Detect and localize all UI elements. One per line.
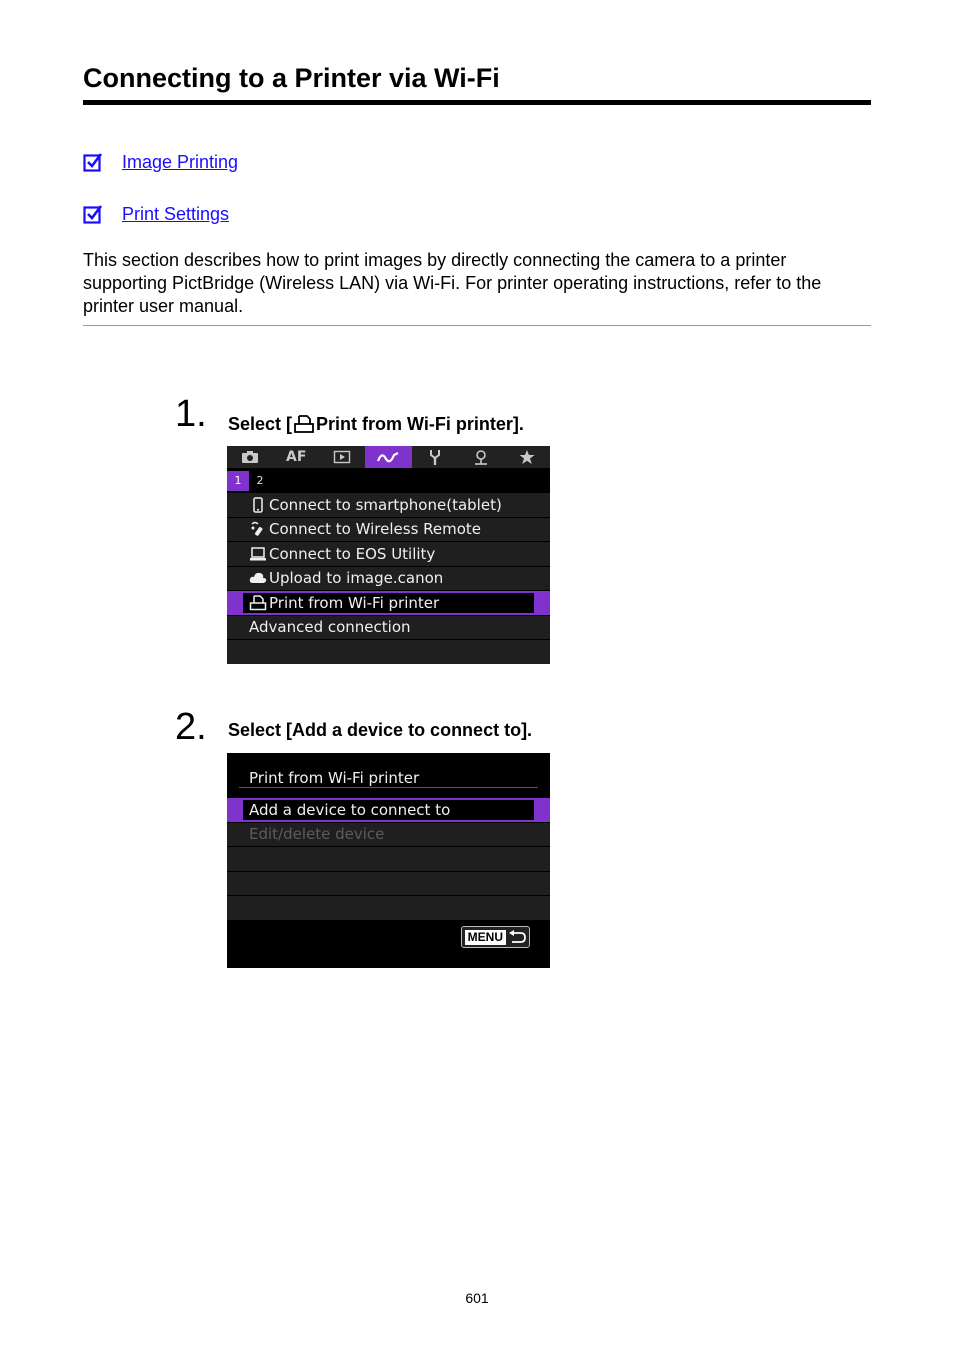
- custom-icon: [472, 449, 490, 465]
- print-settings-link[interactable]: Print Settings: [122, 203, 230, 224]
- subtab-2[interactable]: 2: [256, 474, 264, 487]
- menu-back-button[interactable]: [461, 926, 530, 948]
- camera-screen-wireless-menu: [227, 446, 550, 662]
- wrench-icon: [426, 449, 444, 465]
- menu-item-upload-image-canon[interactable]: [227, 567, 550, 592]
- printer-icon: [249, 595, 267, 611]
- remote-icon: [249, 521, 267, 537]
- tab-playback[interactable]: [319, 446, 365, 468]
- menu-item-add-device[interactable]: [227, 798, 550, 823]
- step-instruction: Select [Add a device to connect to].: [228, 720, 533, 740]
- tab-af-label: AF: [286, 449, 307, 465]
- cloud-icon: [249, 570, 267, 586]
- menu-item-label: Edit/delete device: [249, 825, 385, 844]
- page-title: Connecting to a Printer via Wi-Fi: [83, 60, 871, 105]
- step-text-after: Print from Wi-Fi printer].: [316, 414, 524, 434]
- toc-link-print-settings: [83, 201, 229, 227]
- wireless-icon: [376, 449, 400, 465]
- menu-item-label: Print from Wi-Fi printer: [269, 593, 440, 612]
- screen-footer: [227, 921, 550, 954]
- toc-link-image-printing: [83, 149, 238, 175]
- subtab-1[interactable]: 1: [227, 471, 249, 491]
- computer-icon: [249, 546, 267, 562]
- step-number: 2.: [175, 706, 207, 748]
- menu-item-label: Advanced connection: [249, 618, 411, 637]
- menu-item-connect-eos-utility[interactable]: [227, 542, 550, 567]
- checkbox-arrow-icon: [83, 152, 103, 172]
- camera-icon: [241, 449, 259, 465]
- step-number: 1.: [175, 393, 207, 435]
- selection-highlight: [243, 800, 534, 820]
- menu-item-empty: [227, 896, 550, 921]
- tab-my-menu[interactable]: [504, 446, 550, 468]
- page-number: 601: [465, 1290, 489, 1306]
- intro-paragraph: This section describes how to print images by directly connecting the camera to a printer supporting PictBridge (Wireless LAN) via Wi-Fi. For printer operating instructions, refer to the printer user manual.: [83, 249, 871, 326]
- menu-button-label: MENU: [465, 930, 506, 945]
- tab-shooting[interactable]: [227, 446, 273, 468]
- menu-item-print-wifi-printer[interactable]: [227, 591, 550, 616]
- menu-item-label: Add a device to connect to: [249, 800, 451, 819]
- image-printing-link[interactable]: Image Printing: [122, 151, 239, 172]
- smartphone-icon: [249, 497, 267, 513]
- tab-wireless[interactable]: [365, 446, 411, 468]
- menu-item-edit-delete-device: [227, 823, 550, 848]
- selection-highlight: [243, 593, 534, 613]
- screen-header: Print from Wi-Fi printer: [249, 769, 420, 787]
- menu-item-empty: [227, 640, 550, 664]
- menu-item-label: Upload to image.canon: [269, 569, 444, 588]
- menu-item-label: Connect to smartphone(tablet): [269, 495, 502, 514]
- menu-item-empty: [227, 872, 550, 897]
- checkbox-arrow-icon: [83, 204, 103, 224]
- tab-af[interactable]: [273, 446, 319, 468]
- camera-screen-print-wifi: [227, 753, 550, 968]
- menu-tab-bar: [227, 446, 550, 468]
- menu-item-label: Connect to EOS Utility: [269, 544, 436, 563]
- star-icon: [518, 449, 536, 465]
- printer-icon: [293, 414, 315, 434]
- step-text-before: Select [: [228, 414, 293, 434]
- menu-item-connect-smartphone[interactable]: [227, 493, 550, 518]
- tab-custom[interactable]: [458, 446, 504, 468]
- step-instruction: [228, 412, 524, 436]
- playback-icon: [333, 449, 351, 465]
- menu-subtab-bar: [227, 468, 550, 493]
- menu-item-advanced-connection[interactable]: [227, 616, 550, 641]
- back-arrow-icon: [508, 930, 526, 944]
- header-divider: [239, 787, 538, 788]
- menu-item-label: Connect to Wireless Remote: [269, 520, 482, 539]
- menu-item-connect-wireless-remote[interactable]: [227, 518, 550, 543]
- tab-setup[interactable]: [412, 446, 458, 468]
- menu-item-empty: [227, 847, 550, 872]
